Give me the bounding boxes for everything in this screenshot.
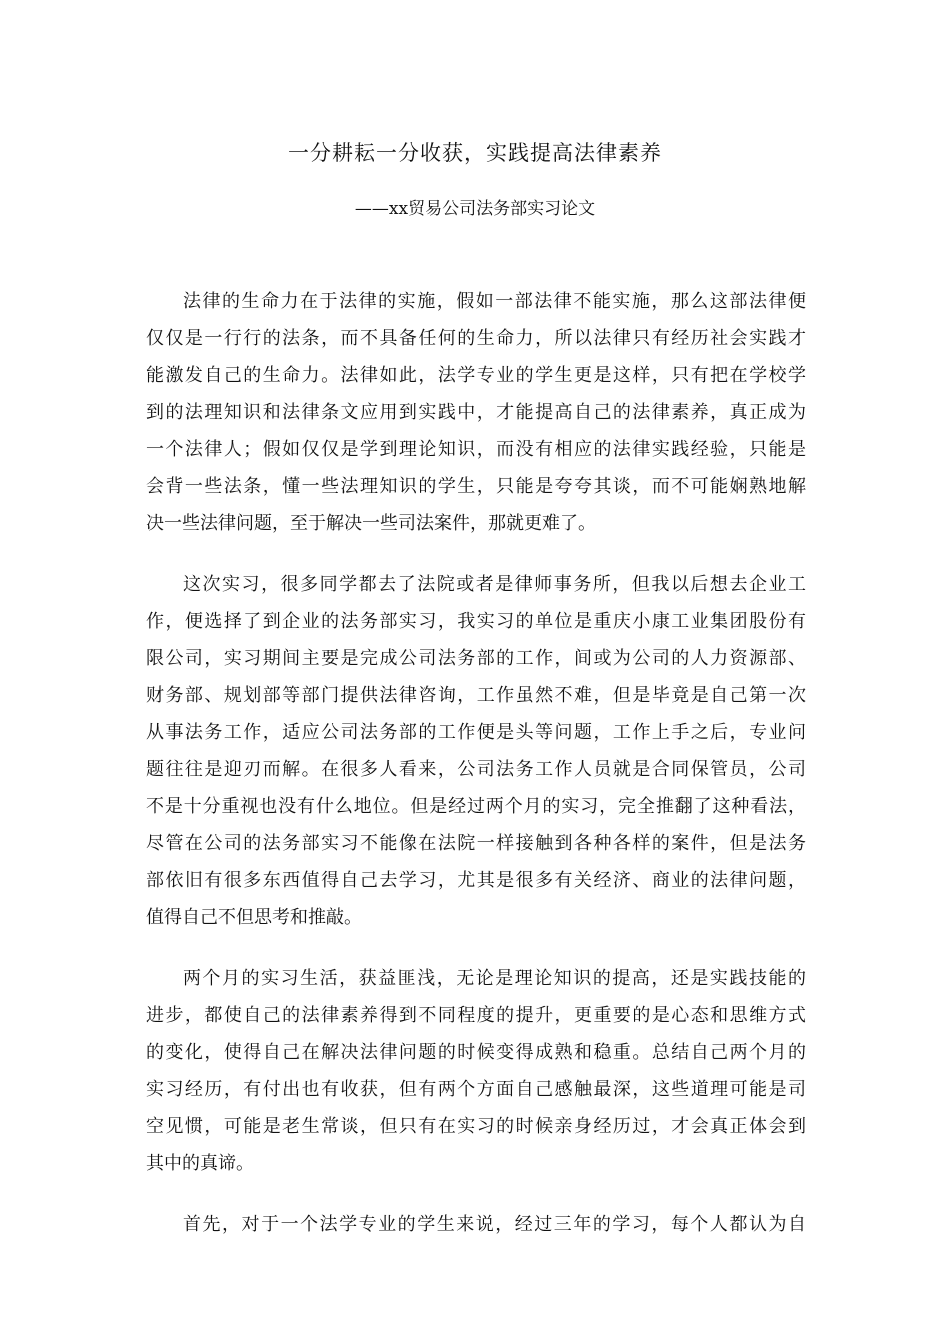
- paragraph-3: [146, 960, 806, 1182]
- paragraph-line: 作，便选择了到企业的法务部实习，我实习的单位是重庆小康工业集团股份有: [146, 611, 806, 632]
- paragraph-line: 值得自己不但思考和推敲。: [146, 907, 362, 928]
- paragraph-line: 到的法理知识和法律条文应用到实践中，才能提高自己的法律素养，真正成为: [146, 402, 806, 423]
- paragraph-line: 从事法务工作，适应公司法务部的工作便是头等问题，工作上手之后，专业问: [146, 722, 806, 743]
- paragraph-line: 的变化，使得自己在解决法律问题的时候变得成熟和稳重。总结自己两个月的: [146, 1042, 806, 1063]
- paragraph-line: 进步，都使自己的法律素养得到不同程度的提升，更重要的是心态和思维方式: [146, 1005, 806, 1026]
- paragraph-line: 实习经历，有付出也有收获，但有两个方面自己感触最深，这些道理可能是司: [146, 1079, 806, 1100]
- paragraph-line: 财务部、规划部等部门提供法律咨询，工作虽然不难，但是毕竟是自己第一次: [146, 685, 806, 706]
- document-subtitle: ——xx贸易公司法务部实习论文: [354, 199, 596, 219]
- paragraph-line: 空见惯，可能是老生常谈，但只有在实习的时候亲身经历过，才会真正体会到: [146, 1116, 806, 1137]
- paragraph-line: 首先，对于一个法学专业的学生来说，经过三年的学习，每个人都认为自: [183, 1214, 806, 1235]
- paragraph-line: 这次实习，很多同学都去了法院或者是律师事务所，但我以后想去企业工: [183, 574, 806, 595]
- paragraph-line: 尽管在公司的法务部实习不能像在法院一样接触到各种各样的案件，但是法务: [146, 833, 806, 854]
- paragraph-line: 一个法律人；假如仅仅是学到理论知识，而没有相应的法律实践经验，只能是: [146, 439, 806, 460]
- paragraph-line: 两个月的实习生活，获益匪浅，无论是理论知识的提高，还是实践技能的: [183, 968, 806, 989]
- document-title: 一分耕耘一分收获，实践提高法律素养: [288, 141, 662, 165]
- paragraph-line: 其中的真谛。: [146, 1153, 254, 1174]
- paragraph-2: [146, 566, 806, 936]
- document-body: [146, 283, 806, 1267]
- paragraph-line: 题往往是迎刃而解。在很多人看来，公司法务工作人员就是合同保管员，公司: [146, 759, 806, 780]
- paragraph-line: 法律的生命力在于法律的实施，假如一部法律不能实施，那么这部法律便: [183, 291, 806, 312]
- paragraph-line: 不是十分重视也没有什么地位。但是经过两个月的实习，完全推翻了这种看法，: [146, 796, 806, 817]
- paragraph-4: [146, 1206, 806, 1243]
- paragraph-1: [146, 283, 806, 542]
- paragraph-line: 能激发自己的生命力。法律如此，法学专业的学生更是这样，只有把在学校学: [146, 365, 806, 386]
- paragraph-line: 决一些法律问题，至于解决一些司法案件，那就更难了。: [146, 513, 596, 534]
- paragraph-line: 会背一些法条，懂一些法理知识的学生，只能是夸夸其谈，而不可能娴熟地解: [146, 476, 806, 497]
- paragraph-line: 部依旧有很多东西值得自己去学习，尤其是很多有关经济、商业的法律问题，: [146, 870, 806, 891]
- paragraph-line: 仅仅是一行行的法条，而不具备任何的生命力，所以法律只有经历社会实践才: [146, 328, 806, 349]
- paragraph-line: 限公司，实习期间主要是完成公司法务部的工作，间或为公司的人力资源部、: [146, 648, 806, 669]
